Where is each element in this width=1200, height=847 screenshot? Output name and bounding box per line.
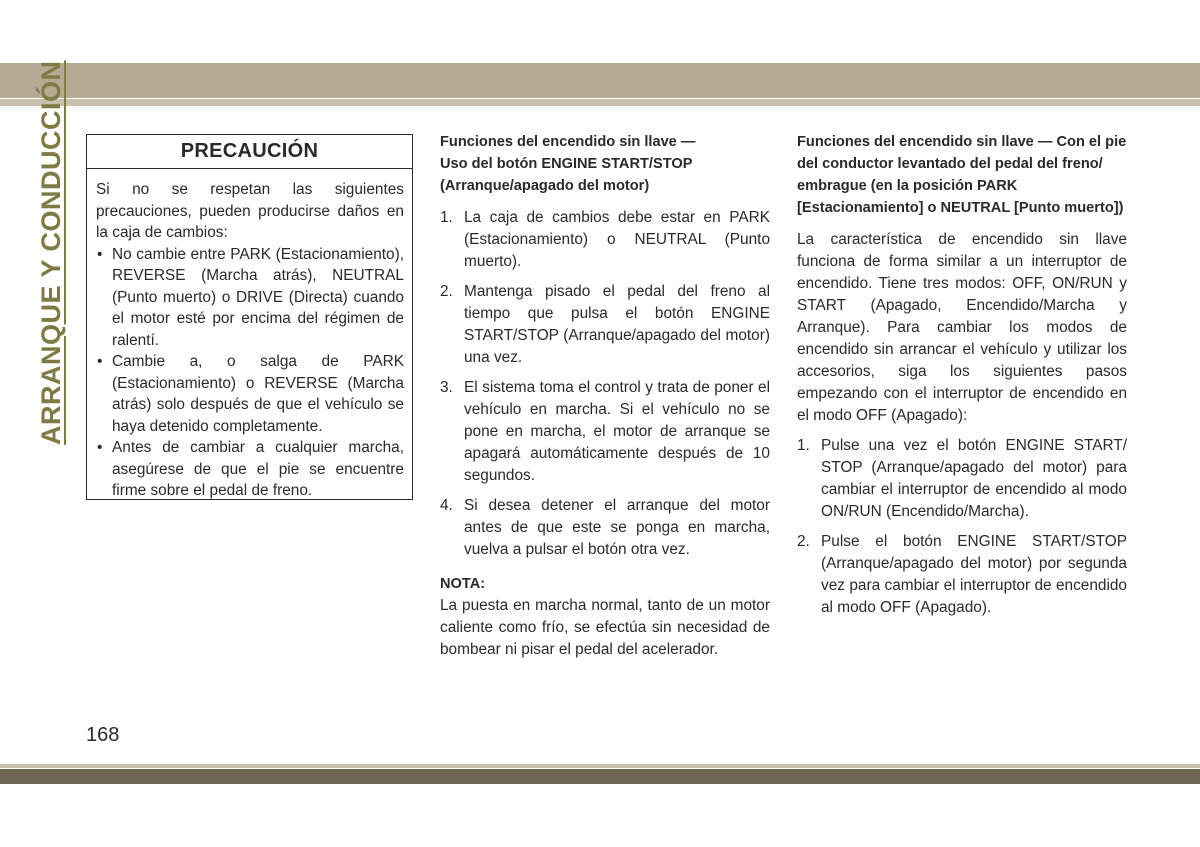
- header-band: [0, 63, 1200, 98]
- bullet-dot-icon: •: [97, 439, 103, 456]
- step-item: 1. La caja de cambios debe estar en PARK (Estacionamiento) o NEUTRAL (Punto muerto).: [440, 209, 770, 270]
- steps-list: [440, 207, 770, 561]
- note-text: La puesta en marcha normal, tanto de un motor caliente como frío, se efectúa sin necesidad de bombear ni pisar el pedal del acelerador.: [440, 597, 770, 658]
- steps-list: [797, 435, 1127, 619]
- footer-band: [0, 769, 1200, 784]
- step-item: 1. Pulse una vez el botón ENGINE START/ STOP (Arranque/apagado del motor) para cambiar el interruptor de encendido al modo ON/RUN (Encendido/Marcha).: [797, 437, 1127, 520]
- step-item: 4. Si desea detener el arranque del motor antes de que este se ponga en marcha, vuelva a pulsar el botón otra vez.: [440, 497, 770, 558]
- step-item: 2. Mantenga pisado el pedal del freno al tiempo que pulsa el botón ENGINE START/STOP (Arranque/apagado del motor) una vez.: [440, 283, 770, 366]
- caution-body: [87, 169, 412, 502]
- chapter-side-title: ARRANQUE Y CONDUCCIÓN: [36, 60, 66, 445]
- page-number: 168: [86, 724, 120, 746]
- caution-box: [86, 134, 413, 500]
- column-keyless-accessory: [797, 131, 1127, 627]
- step-item: 2. Pulse el botón ENGINE START/STOP (Arranque/apagado del motor) por segunda vez para cambiar el interruptor de encendido al modo OFF (Apagado).: [797, 533, 1127, 616]
- section-heading: Funciones del encendido sin llave — Con el pie del conductor levantado del pedal del freno/ embrague (en la posición PARK [Estacionamiento] o NEUTRAL [Punto muerto]): [797, 134, 1127, 216]
- caution-bullet: • Antes de cambiar a cualquier marcha, asegúrese de que el pie se encuentre firme sobre el pedal de freno.: [97, 439, 404, 499]
- section-heading: Funciones del encendido sin llave — Uso del botón ENGINE START/STOP (Arranque/apagado del motor): [440, 134, 696, 194]
- caution-title: PRECAUCIÓN: [87, 135, 412, 169]
- caution-intro: Si no se respetan las siguientes precauciones, pueden producirse daños en la caja de cambios:: [96, 181, 404, 241]
- note-label: NOTA:: [440, 576, 486, 592]
- header-rule: [0, 99, 1200, 106]
- column-keyless-start: [440, 131, 770, 661]
- bullet-dot-icon: •: [97, 353, 103, 370]
- step-item: 3. El sistema toma el control y trata de poner el vehículo en marcha. Si el vehículo no se pone en marcha, el motor de arranque se apagará automáticamente después de 10 segundos.: [440, 379, 770, 484]
- bullet-dot-icon: •: [97, 245, 103, 263]
- section-intro: La característica de encendido sin llave funciona de forma similar a un interruptor de encendido. Tiene tres modos: OFF, ON/RUN y START (Apagado, Encendido/Marcha y Arranque). Para cambiar los modos de encendido sin arrancar el vehículo y utilizar los accesorios, siga los siguientes pasos empezando con el interruptor de encendido en el modo OFF (Apagado):: [797, 231, 1127, 424]
- footer-rule: [0, 764, 1200, 768]
- caution-bullet-list: [96, 244, 404, 502]
- caution-bullet: • No cambie entre PARK (Estacionamiento), REVERSE (Marcha atrás), NEUTRAL (Punto muerto) o DRIVE (Directa) cuando el motor esté por encima del régimen de ralentí.: [97, 245, 404, 349]
- caution-bullet: • Cambie a, o salga de PARK (Estacionamiento) o REVERSE (Marcha atrás) solo después de que el vehículo se haya detenido completamente.: [97, 353, 404, 435]
